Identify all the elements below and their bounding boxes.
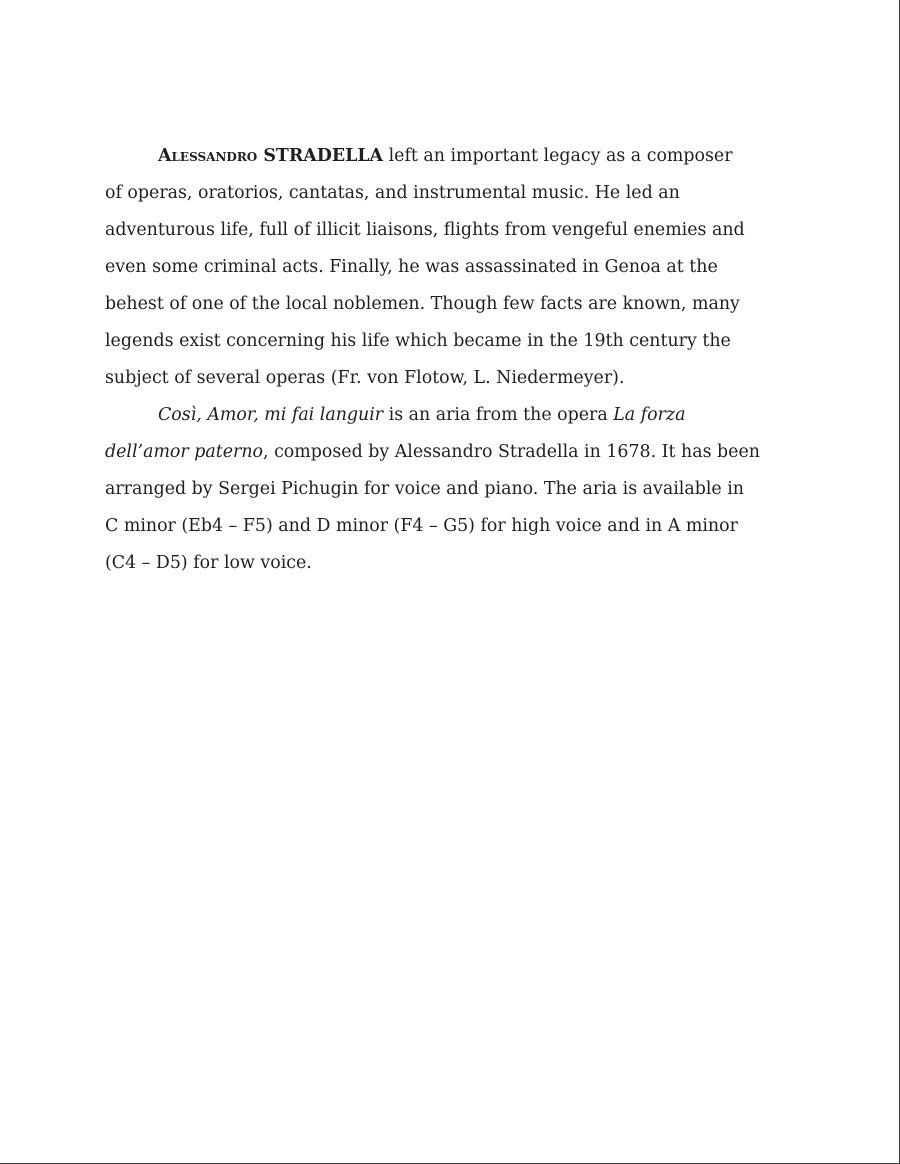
text-line: behest of one of the local noblemen. Though few facts are known, many <box>105 294 740 314</box>
text-line: of operas, oratorios, cantatas, and instrumental music. He led an <box>105 183 680 203</box>
text-line <box>105 434 795 471</box>
text-run: , composed by Alessandro Stradella in 1678. It has been <box>263 442 760 462</box>
opera-title-part-1: La forza <box>613 405 686 425</box>
aria-title: Così, Amor, mi fai languir <box>158 405 384 425</box>
text-run: left an important legacy as a composer <box>383 146 733 166</box>
text-line <box>105 397 795 434</box>
document-body <box>105 138 795 582</box>
text-line: even some criminal acts. Finally, he was assassinated in Genoa at the <box>105 257 718 277</box>
text-line: C minor (Eb4 – F5) and D minor (F4 – G5) for high voice and in A minor <box>105 516 738 536</box>
text-line <box>105 138 795 175</box>
text-line: legends exist concerning his life which became in the 19th century the <box>105 331 731 351</box>
text-run: is an aria from the opera <box>383 405 614 425</box>
paragraph-composer-bio <box>105 138 795 397</box>
opera-title-part-2: dell’amor paterno <box>105 442 264 462</box>
composer-last-name: STRADELLA <box>257 146 384 166</box>
text-line: subject of several operas (Fr. von Flotow, L. Niedermeyer). <box>105 368 625 388</box>
paragraph-aria-description <box>105 397 795 582</box>
text-line: (C4 – D5) for low voice. <box>105 553 312 573</box>
text-line: adventurous life, full of illicit liaisons, flights from vengeful enemies and <box>105 220 745 240</box>
text-line: arranged by Sergei Pichugin for voice and piano. The aria is available in <box>105 479 744 499</box>
composer-first-name: Alessandro <box>158 146 258 166</box>
